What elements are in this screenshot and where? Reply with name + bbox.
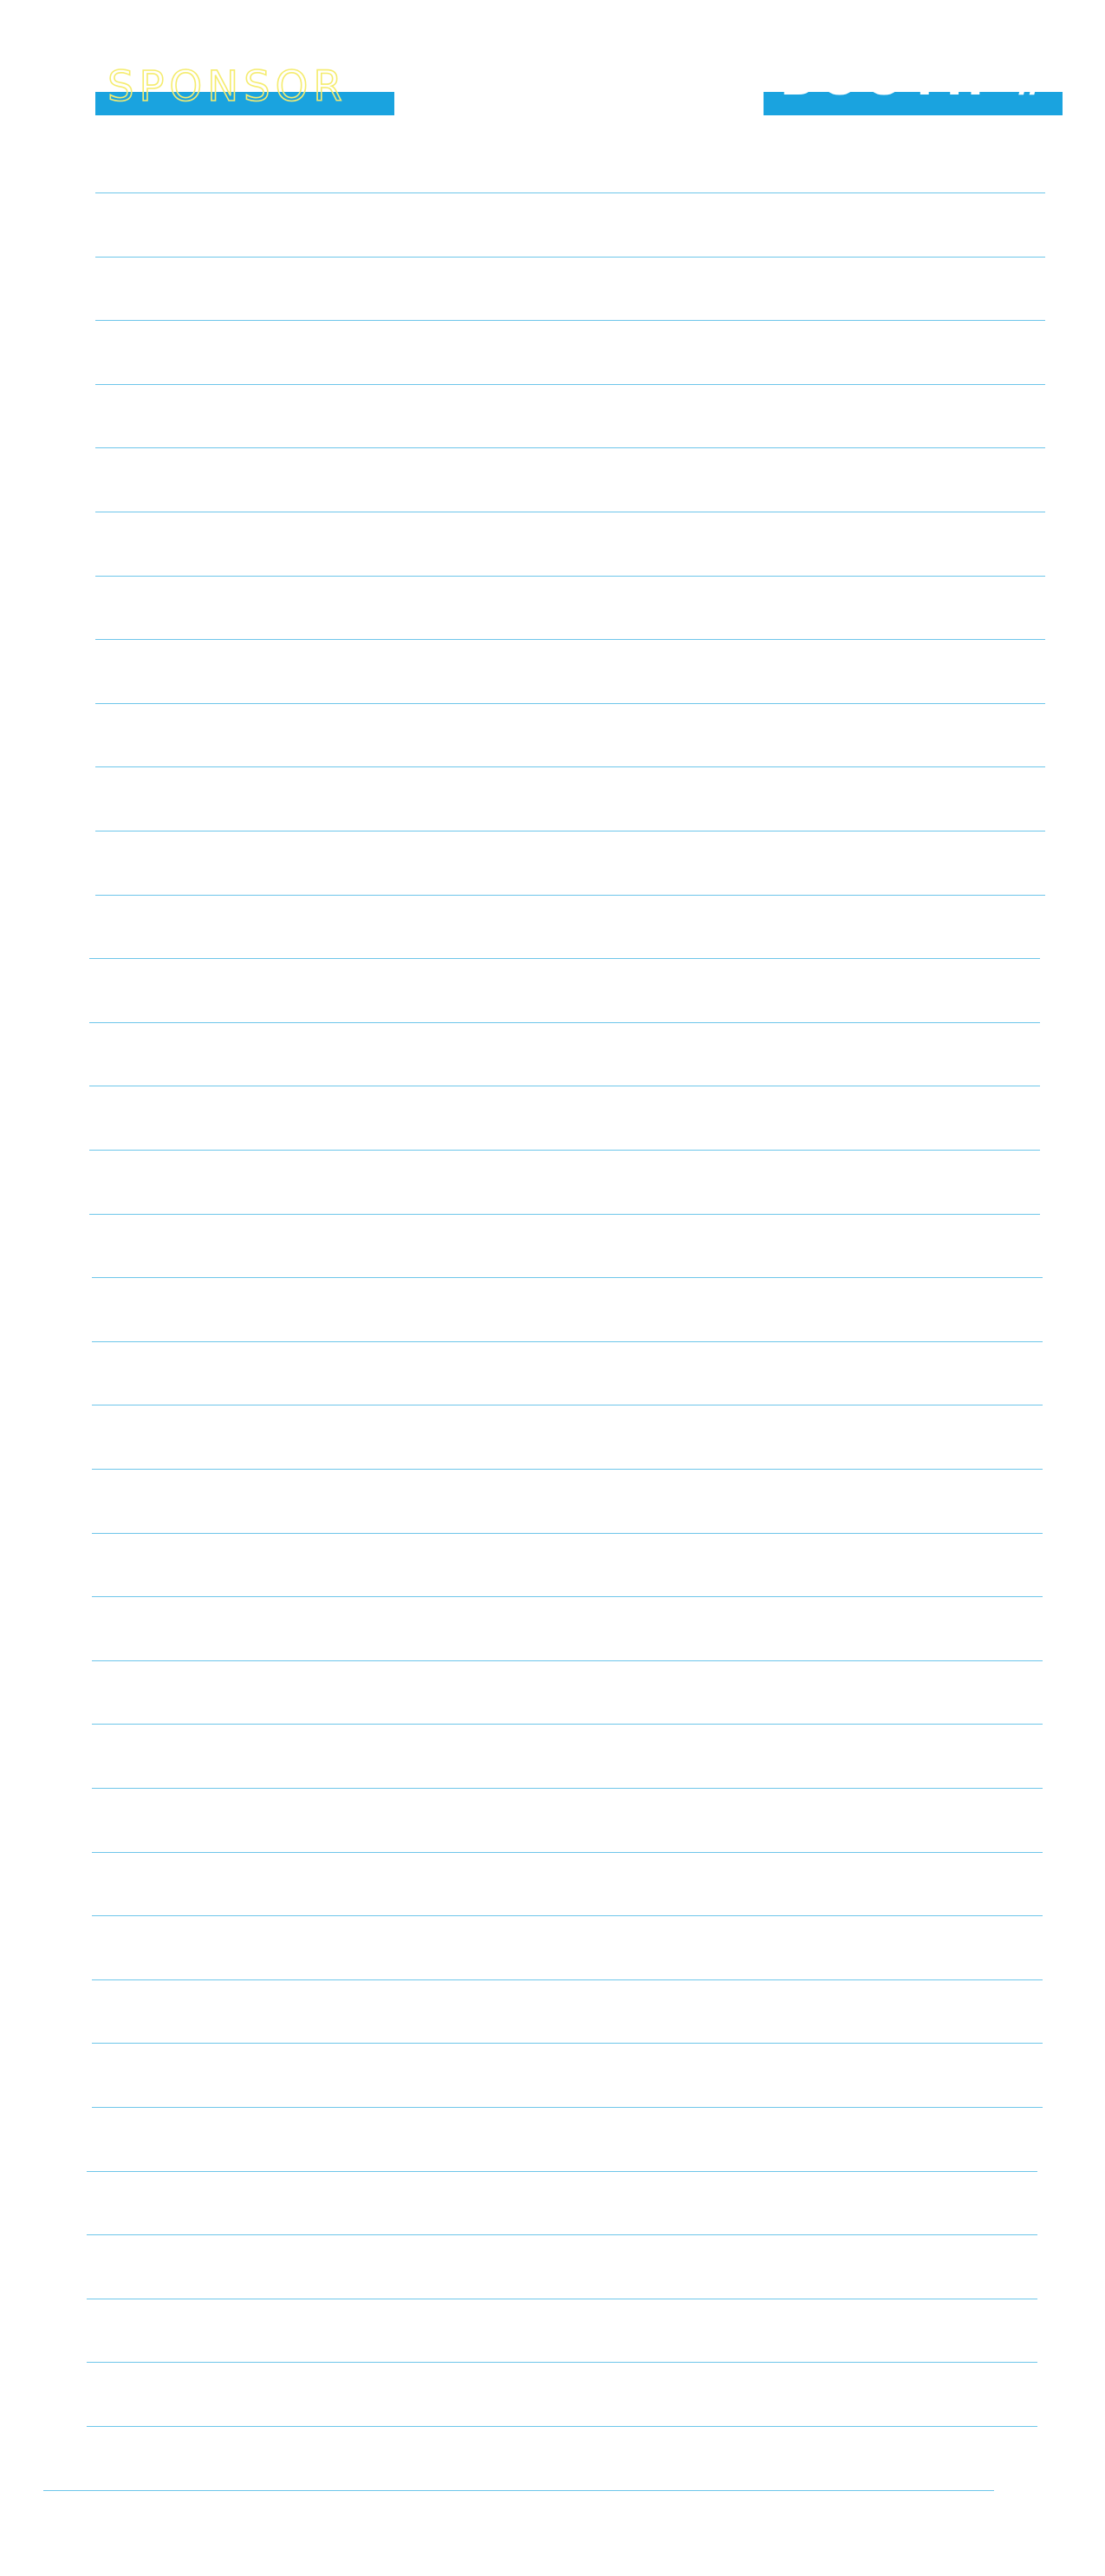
ruled-line [92, 2043, 1043, 2044]
ruled-line [87, 2362, 1037, 2363]
sponsor-label: SPONSOR [107, 62, 348, 111]
ruled-line [92, 1533, 1043, 1534]
ruled-line [95, 447, 1045, 448]
ruled-line [92, 1724, 1043, 1725]
ruled-line [89, 1150, 1040, 1151]
ruled-line [89, 1214, 1040, 1215]
ruled-line [87, 2426, 1037, 2427]
ruled-line [87, 2171, 1037, 2172]
ruled-line [95, 320, 1045, 321]
ruled-line [95, 576, 1045, 577]
ruled-line [95, 895, 1045, 896]
ruled-line [92, 1341, 1043, 1342]
ruled-line [43, 2490, 994, 2491]
ruled-line [92, 1979, 1043, 1980]
ruled-line [92, 1660, 1043, 1661]
ruled-line [92, 1788, 1043, 1789]
ruled-line [95, 766, 1045, 767]
ruled-line [92, 1852, 1043, 1853]
ruled-line [95, 192, 1045, 193]
ruled-line [92, 1469, 1043, 1470]
ruled-line [95, 703, 1045, 704]
booth-label-bar [764, 54, 1063, 115]
ruled-line [89, 958, 1040, 959]
ruled-line [95, 384, 1045, 385]
ruled-line [95, 639, 1045, 640]
ruled-line [92, 1277, 1043, 1278]
ruled-line [92, 2107, 1043, 2108]
ruled-line [92, 1915, 1043, 1916]
booth-label: BOOTH # [780, 54, 1056, 106]
ruled-line [87, 2234, 1037, 2235]
ruled-line [92, 1596, 1043, 1597]
ruled-line [89, 1022, 1040, 1023]
ruled-line [95, 257, 1045, 258]
